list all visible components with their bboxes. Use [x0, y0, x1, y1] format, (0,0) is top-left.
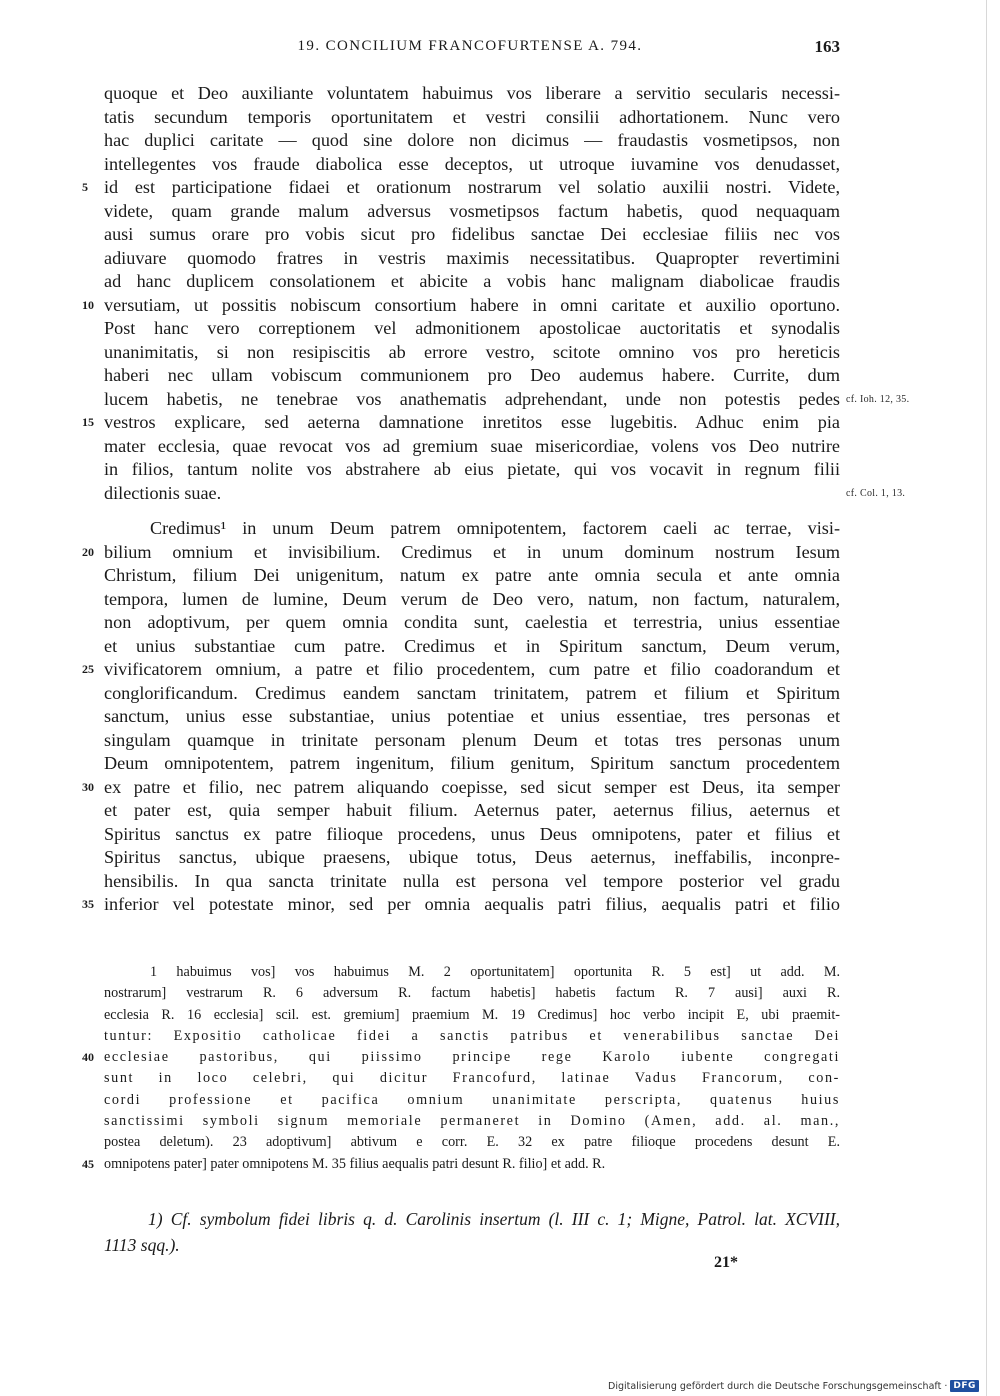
- text-line-content: haberi nec ullam vobiscum communionem pro Deo audemus habere. Currite, dum: [104, 365, 840, 385]
- text-line: [0, 106, 1000, 130]
- text-line-content: ex patre et filio, nec patrem aliquando coepisse, sed sicut semper est Deus, ita semper: [104, 776, 840, 797]
- text-line: [0, 200, 1000, 224]
- text-line: [0, 247, 1000, 271]
- text-line: [0, 541, 1000, 565]
- footnote-line-content: 1113 sqq.).: [104, 1235, 180, 1255]
- critical-apparatus: [0, 962, 1000, 1175]
- text-line-content: non adoptivum, per quem omnia condita sunt, caelestia et terrestria, unius essentiae: [104, 612, 840, 632]
- text-line: [0, 870, 1000, 894]
- text-line: [0, 776, 1000, 800]
- apparatus-line-content: ecclesia R. 16 ecclesia] scil. est. gremium] praemium M. 19 Credimus] hoc verbo incipit E, ubi praemit-: [104, 1006, 840, 1023]
- apparatus-line: [0, 983, 1000, 1004]
- text-line-content: videte, quam grande malum adversus vosmetipsos factum habetis, quod nequaquam: [104, 200, 840, 221]
- text-line-content: lucem habetis, ne tenebrae vos anathematis adprehendant, unde non potestis pedes: [104, 388, 840, 409]
- text-line-content: quoque et Deo auxiliante voluntatem habuimus vos liberare a servitio secularis necessi-: [104, 83, 840, 103]
- line-number: 45: [82, 1156, 94, 1171]
- text-line: [0, 846, 1000, 870]
- text-line-content: conglorificandum. Credimus eandem sanctam trinitatem, patrem et filium et Spiritum: [104, 682, 840, 703]
- apparatus-line-content: postea deletum). 23 adoptivum] abtivum e corr. E. 32 ex patre filioque procedens desunt E.: [104, 1134, 840, 1151]
- apparatus-line: [0, 1090, 1000, 1111]
- text-line-content: bilium omnium et invisibilium. Credimus et in unum dominum nostrum Iesum: [104, 541, 840, 562]
- line-number: 40: [82, 1050, 94, 1065]
- text-line: [0, 729, 1000, 753]
- text-line-content: Post hanc vero correptionem vel admonitionem apostolicae auctoritatis et synodalis: [104, 318, 840, 338]
- text-line: [0, 411, 1000, 435]
- text-line-content: Deum omnipotentem, patrem ingenitum, filium genitum, Spiritum sanctum procedentem: [104, 753, 840, 773]
- apparatus-line-content: cordi professione et pacifica omnium unanimitate perscripta, quatenus huius: [104, 1091, 840, 1108]
- footnote-line: [104, 1206, 840, 1232]
- apparatus-line-content: sunt in loco celebri, qui dicitur Francofurd, latinae Vadus Francorum, con-: [104, 1070, 840, 1087]
- margin-note: cf. Col. 1, 13.: [846, 487, 906, 499]
- text-line: [0, 223, 1000, 247]
- apparatus-line-content: sanctissimi symboli signum memoriale permaneret in Domino (Amen, add. al. man.,: [104, 1113, 840, 1130]
- text-line: [0, 799, 1000, 823]
- text-line: [0, 658, 1000, 682]
- apparatus-line-content: ecclesiae pastoribus, qui piissimo principe rege Karolo iubente congregati: [104, 1049, 840, 1066]
- apparatus-line: [0, 1047, 1000, 1068]
- text-line: [0, 635, 1000, 659]
- text-line-content: id est participatione fidaei et orationum nostrarum vel solatio auxilii nostri. Videte,: [104, 177, 840, 197]
- line-number: 10: [82, 297, 94, 312]
- text-line: [0, 176, 1000, 200]
- apparatus-line: [0, 1111, 1000, 1132]
- footnote: [104, 1206, 840, 1258]
- text-line: [0, 364, 1000, 388]
- text-line: [0, 564, 1000, 588]
- text-line-content: singulam quamque in trinitate personam plenum Deum et totas tres personas unum: [104, 729, 840, 750]
- text-line: [0, 705, 1000, 729]
- text-line-content: in filios, tantum nolite vos abstrahere ab eius pietate, qui vos vocavit in regnum filii: [104, 459, 840, 479]
- dfg-credit-text: Digitalisierung gefördert durch die Deutsche Forschungsgemeinschaft ·: [608, 1380, 948, 1392]
- text-line: [0, 458, 1000, 482]
- dfg-credit: [608, 1379, 979, 1393]
- text-line-content: Christum, filium Dei unigenitum, natum ex patre ante omnia secula et ante omnia: [104, 565, 840, 585]
- line-number: 25: [82, 662, 94, 676]
- header-title: 19. CONCILIUM FRANCOFURTENSE A. 794.: [297, 38, 643, 54]
- text-line: [0, 341, 1000, 365]
- text-line-content: inferior vel potestate minor, sed per omnia aequalis patri filius, aequalis patri et filio: [104, 894, 840, 914]
- text-line-content: Spiritus sanctus, ubique praesens, ubique totus, Deus aeternus, ineffabilis, inconpre-: [104, 847, 840, 867]
- text-line-content: hensibilis. In qua sancta trinitate nulla est persona vel tempore posterior vel gradu: [104, 870, 840, 891]
- main-text: [0, 82, 1000, 917]
- apparatus-line: [0, 1154, 1000, 1175]
- text-line-content: ad hanc duplicem consolationem et abicite a vobis hanc malignam diabolicae fraudis: [104, 271, 840, 291]
- apparatus-line: [0, 1026, 1000, 1047]
- text-line: [0, 388, 1000, 412]
- apparatus-line: [0, 1132, 1000, 1153]
- line-number: 35: [82, 897, 94, 911]
- footnote-line-content: 1) Cf. symbolum fidei libris q. d. Carolinis insertum (l. III c. 1; Migne, Patrol. lat. XCVIII,: [148, 1209, 840, 1229]
- text-line-content: adiuvare quomodo fratres in vestris maximis necessitatibus. Quapropter revertimini: [104, 247, 840, 268]
- text-line-content: et pater est, quia semper habuit filium. Aeternus pater, aeternus filius, aeternus et: [104, 800, 840, 820]
- apparatus-line: [0, 1068, 1000, 1089]
- apparatus-line: [0, 962, 1000, 983]
- text-line-content: Spiritus sanctus ex patre filioque procedens, unus Deus omnipotens, pater et filius et: [104, 823, 840, 844]
- page-number: 163: [814, 37, 840, 56]
- text-line: [0, 517, 1000, 541]
- text-line: [0, 294, 1000, 318]
- text-line: [0, 317, 1000, 341]
- apparatus-line-content: omnipotens pater] pater omnipotens M. 35 filius aequalis patri desunt R. filio] et add. R.: [104, 1155, 606, 1172]
- text-line-content: unanimitatis, si non resipiscitis ab errore vestro, scitote omnino vos pro hereticis: [104, 341, 840, 362]
- text-line-content: intellegentes vos fraude diabolica esse deceptos, ut utroque iuvamine vos denudasset,: [104, 153, 840, 174]
- text-line: [0, 588, 1000, 612]
- text-line-content: ausi sumus orare pro vobis sicut pro fidelibus sanctae Dei ecclesiae filiis nec vos: [104, 224, 840, 244]
- text-line-content: sanctum, unius esse substantiae, unius potentiae et unius essentiae, tres personas et: [104, 706, 840, 726]
- apparatus-line-content: tuntur: Expositio catholicae fidei a sanctis patribus et venerabilibus sanctae Dei: [104, 1027, 840, 1044]
- text-line-content: vivificatorem omnium, a patre et filio procedentem, cum patre et filio coadorandum et: [104, 659, 840, 679]
- text-line: [0, 82, 1000, 106]
- text-line: [0, 153, 1000, 177]
- apparatus-line: [0, 1005, 1000, 1026]
- text-line-content: mater ecclesia, quae revocat vos ad gremium suae misericordiae, volens vos Deo nutrire: [104, 435, 840, 456]
- text-line: [0, 752, 1000, 776]
- text-line: [0, 435, 1000, 459]
- text-line-content: Credimus¹ in unum Deum patrem omnipotentem, factorem caeli ac terrae, visi-: [150, 518, 840, 538]
- text-line-content: hac duplici caritate — quod sine dolore non dicimus — fraudastis vosmetipsos, non: [104, 130, 840, 150]
- text-line-content: versutiam, ut possitis nobiscum consortium habere in omni caritate et auxilio oportuno.: [104, 294, 840, 315]
- text-line-content: dilectionis suae.: [104, 482, 222, 503]
- line-number: 20: [82, 544, 94, 559]
- text-line: [0, 682, 1000, 706]
- running-header: [100, 38, 840, 62]
- text-line-content: et unius substantiae cum patre. Credimus et in Spiritum sanctum, Deum verum,: [104, 635, 840, 656]
- text-line-content: vestros explicare, sed aeterna damnatione inretitos esse lugebitis. Adhuc enim pia: [104, 412, 840, 432]
- text-line-content: tatis secundum temporis oportunitatem et vestri consilii adhortationem. Nunc vero: [104, 106, 840, 127]
- text-line: [0, 270, 1000, 294]
- text-line: [0, 482, 1000, 506]
- text-line-content: tempora, lumen de lumine, Deum verum de Deo vero, natum, non factum, naturalem,: [104, 588, 840, 609]
- dfg-logo-icon: DFG: [950, 1380, 979, 1392]
- line-number: 30: [82, 779, 94, 794]
- text-line: [0, 611, 1000, 635]
- text-line: [0, 129, 1000, 153]
- margin-note: cf. Ioh. 12, 35.: [846, 393, 910, 405]
- apparatus-line-content: nostrarum] vestrarum R. 6 adversum R. factum habetis] habetis factum R. 7 ausi] auxi R.: [104, 985, 840, 1002]
- apparatus-line-content: 1 habuimus vos] vos habuimus M. 2 oportunitatem] oportunita R. 5 est] ut add. M.: [150, 964, 840, 980]
- line-number: 15: [82, 415, 94, 429]
- printer-signature: 21*: [714, 1254, 738, 1271]
- line-number: 5: [82, 180, 88, 194]
- text-line: [0, 893, 1000, 917]
- text-line: [0, 823, 1000, 847]
